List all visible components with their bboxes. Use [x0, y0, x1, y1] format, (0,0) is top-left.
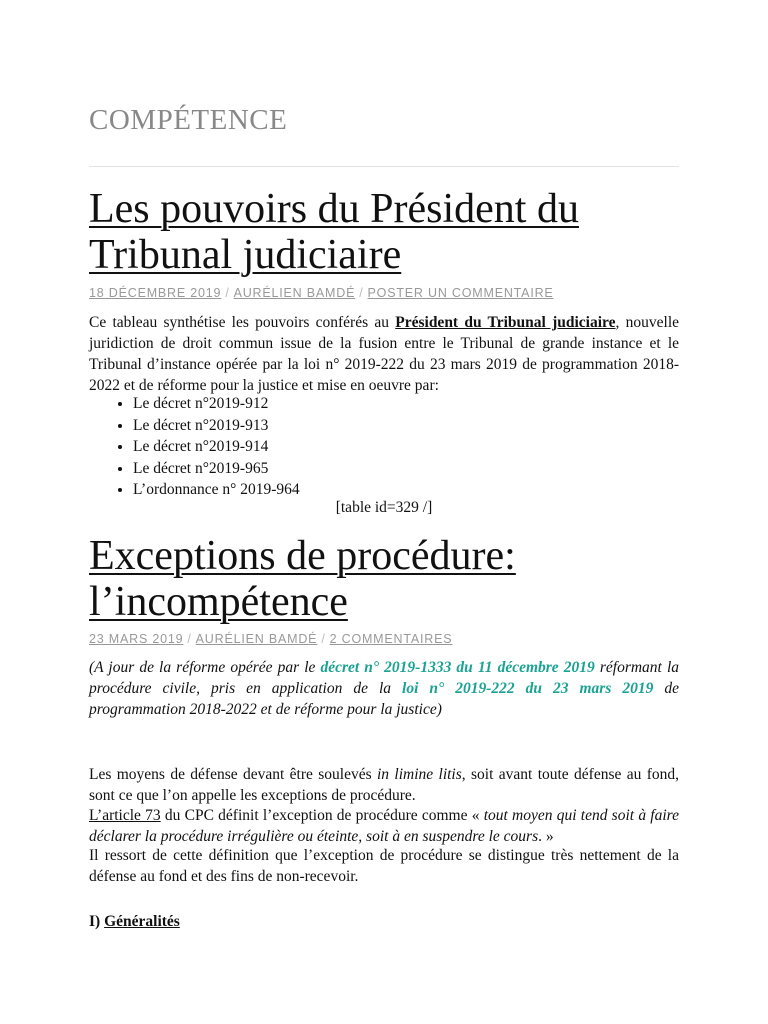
post-author-link[interactable]: AURÉLIEN BAMDÉ: [195, 632, 318, 646]
paragraph-text: . »: [538, 827, 554, 845]
note-text: (A jour de la réforme opérée par le: [89, 659, 321, 676]
section-title: Généralités: [104, 913, 180, 930]
meta-separator: /: [225, 286, 230, 300]
law-link[interactable]: loi n° 2019-222 du 23 mars 2019: [402, 680, 654, 697]
paragraph-text: Les moyens de défense devant être soulevés: [89, 766, 377, 783]
meta-separator: /: [321, 632, 326, 646]
table-shortcode: [table id=329 /]: [335, 499, 433, 516]
paragraph: [89, 765, 679, 806]
paragraph-text: du CPC définit l’exception de procédure comme «: [160, 807, 484, 824]
president-link[interactable]: Président du Tribunal judiciaire: [395, 314, 616, 331]
note-text: réformant la procédure civile, pris en application de la: [89, 659, 679, 697]
post-date-link[interactable]: 23 MARS 2019: [89, 632, 184, 646]
list-item: • Le décret n°2019-912: [133, 393, 300, 415]
list-item: • Le décret n°2019-965: [133, 458, 300, 480]
intro-text: Ce tableau synthétise les pouvoirs conférés au: [89, 314, 396, 331]
meta-separator: /: [359, 286, 364, 300]
list-item: • Le décret n°2019-913: [133, 415, 300, 437]
paragraph: [89, 806, 679, 847]
post-meta: [89, 632, 452, 646]
quote-text: tout moyen qui tend soit à faire déclarer la procédure irrégulière ou éteinte, soit à en suspendre le cours: [89, 807, 679, 845]
list-item: • L’ordonnance n° 2019-964: [133, 479, 300, 501]
paragraph-text: , soit avant toute défense au fond, sont ce que l’on appelle les exceptions de procédure.: [89, 766, 680, 804]
post-title-line[interactable]: Exceptions de procédure:: [89, 533, 516, 579]
list-item: • Le décret n°2019-914: [133, 436, 300, 458]
article-73-link[interactable]: L’article 73: [89, 807, 161, 824]
category-heading[interactable]: COMPÉTENCE: [89, 104, 288, 136]
section-number: I): [89, 913, 105, 930]
decree-link[interactable]: décret n° 2019-1333 du 11 décembre 2019: [320, 659, 595, 676]
post-author-link[interactable]: AURÉLIEN BAMDÉ: [233, 286, 356, 300]
note-text: de programmation 2018-2022 et de réforme pour la justice): [89, 680, 679, 718]
post-meta: [89, 286, 554, 300]
paragraph: Il ressort de cette définition que l’exception de procédure se distingue très nettement de la défense au fond et des fins de non-recevoir.: [89, 847, 679, 885]
latin-phrase: in limine litis: [377, 766, 462, 783]
post-title-line[interactable]: Tribunal judiciaire: [89, 232, 402, 278]
meta-separator: /: [187, 632, 192, 646]
update-note: [89, 657, 679, 720]
divider: [89, 166, 679, 167]
post-comment-link[interactable]: 2 COMMENTAIRES: [329, 632, 453, 646]
post-title-line[interactable]: l’incompétence: [89, 579, 348, 625]
post-comment-link[interactable]: POSTER UN COMMENTAIRE: [367, 286, 554, 300]
post-intro: [89, 312, 679, 396]
intro-text: , nouvelle juridiction de droit commun issue de la fusion entre le Tribunal de grande instance et le Tribunal d’instance opérée par la loi n° 2019-222 du 23 mars 2019 de programmation 2018-2022 et de réforme pour la justice et mise en oeuvre par:: [89, 314, 680, 394]
post-title-exceptions[interactable]: [89, 533, 516, 625]
decree-list: [89, 393, 300, 501]
post-date-link[interactable]: 18 DÉCEMBRE 2019: [89, 286, 222, 300]
post-title-president[interactable]: [89, 186, 579, 278]
section-heading: [89, 913, 180, 931]
post-title-line[interactable]: Les pouvoirs du Président du: [89, 186, 579, 232]
